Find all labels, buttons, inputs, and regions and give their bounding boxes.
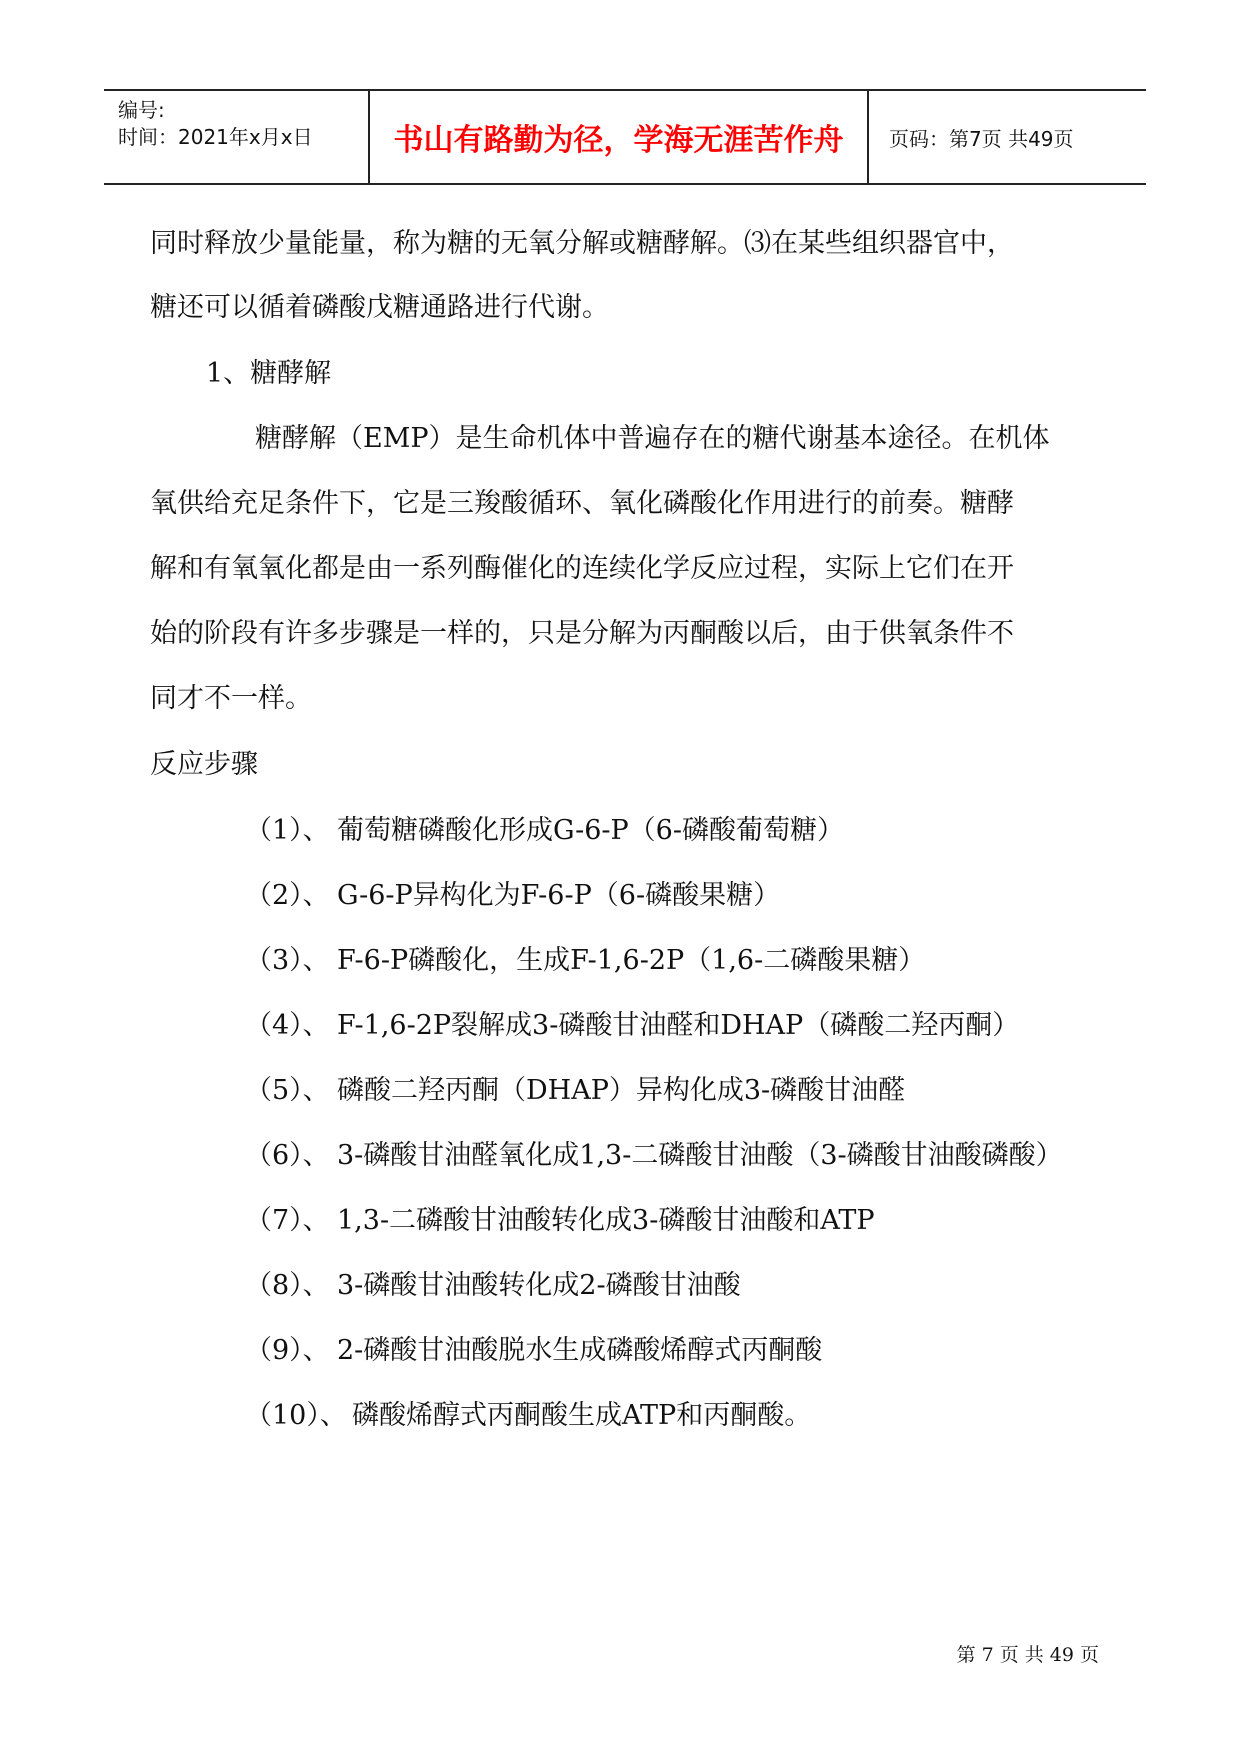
step-number: （4）、 [245,1010,330,1041]
step-number: （7）、 [245,1205,330,1236]
page-footer-number: 第 7 页 共 49 页 [956,1644,1099,1666]
header-motto: 书山有路勤为径，学海无涯苦作舟 [393,123,844,158]
step-number: （8）、 [245,1270,330,1301]
step-number: （2）、 [245,880,330,911]
step-number: （5）、 [245,1075,330,1106]
document-time-label: 时间：2021年x月x日 [118,125,313,149]
paragraph-line: 同时释放少量能量，称为糖的无氧分解或糖酵解。⑶在某些组织器官中， [150,228,1014,259]
step-number: （10）、 [245,1400,347,1431]
step-text: 3-磷酸甘油醛氧化成1,3-二磷酸甘油酸（3-磷酸甘油酸磷酸） [337,1140,1063,1171]
header-motto-cell [368,91,869,183]
step-text: 葡萄糖磷酸化形成G-6-P（6-磷酸葡萄糖） [337,815,844,846]
step-number: （3）、 [245,945,330,976]
paragraph-line: 氧供给充足条件下，它是三羧酸循环、氧化磷酸化作用进行的前奏。糖酵 [150,488,1014,519]
step-text: 磷酸烯醇式丙酮酸生成ATP和丙酮酸。 [352,1400,812,1431]
step-text: 3-磷酸甘油酸转化成2-磷酸甘油酸 [337,1270,741,1301]
paragraph-line: 同才不一样。 [150,683,312,714]
step-text: F-1,6-2P裂解成3-磷酸甘油醛和DHAP（磷酸二羟丙酮） [337,1010,1020,1041]
step-text: 1,3-二磷酸甘油酸转化成3-磷酸甘油酸和ATP [337,1205,875,1236]
step-text: G-6-P异构化为F-6-P（6-磷酸果糖） [337,880,781,911]
steps-heading: 反应步骤 [150,749,258,780]
paragraph-line: 解和有氧氧化都是由一系列酶催化的连续化学反应过程，实际上它们在开 [150,553,1014,584]
step-number: （1）、 [245,815,330,846]
section-title: 1、糖酵解 [206,358,332,389]
header-meta-cell [104,91,368,183]
header-page-cell [869,91,1146,183]
step-number: （6）、 [245,1140,330,1171]
paragraph-line: 始的阶段有许多步骤是一样的，只是分解为丙酮酸以后，由于供氧条件不 [150,618,1014,649]
document-number-label: 编号: [118,98,165,122]
paragraph-line: 糖还可以循着磷酸戊糖通路进行代谢。 [150,292,609,323]
step-text: F-6-P磷酸化，生成F-1,6-2P（1,6-二磷酸果糖） [337,945,926,976]
step-text: 2-磷酸甘油酸脱水生成磷酸烯醇式丙酮酸 [337,1335,823,1366]
step-number: （9）、 [245,1335,330,1366]
header-page-info: 页码：第7页 共49页 [889,126,1074,151]
step-text: 磷酸二羟丙酮（DHAP）异构化成3-磷酸甘油醛 [337,1075,906,1106]
page-header [104,89,1146,185]
paragraph-line: 糖酵解（EMP）是生命机体中普遍存在的糖代谢基本途径。在机体 [255,423,1050,454]
